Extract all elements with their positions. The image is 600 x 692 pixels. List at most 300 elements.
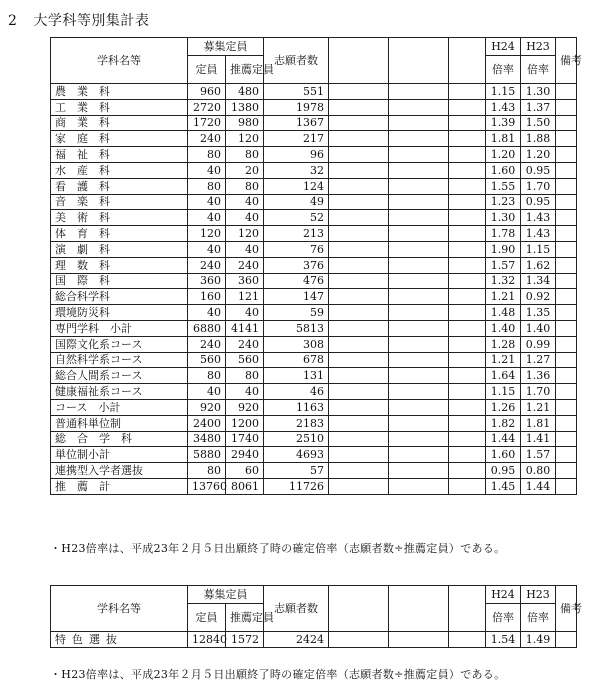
row-recommend-quota: 980 — [226, 115, 264, 131]
row-name: 健康福祉系コース — [51, 384, 188, 400]
row-quota: 40 — [188, 384, 226, 400]
row-h24-ratio: 1.90 — [486, 241, 521, 257]
row-recommend-quota: 4141 — [226, 320, 264, 336]
header-quota-group: 募集定員 — [188, 38, 264, 56]
header2-department-name: 学科名等 — [51, 586, 188, 632]
header2-blank-2 — [389, 586, 449, 632]
page-title — [8, 10, 149, 30]
row-quota: 80 — [188, 463, 226, 479]
header2-recommend-quota: 推薦定員 — [226, 604, 264, 632]
row-blank-2 — [389, 289, 449, 305]
header-blank-3 — [449, 38, 486, 84]
table-row — [51, 478, 577, 494]
row-h24-ratio: 1.54 — [486, 632, 521, 648]
row-name: 総 合 学 科 — [51, 431, 188, 447]
row-remarks — [556, 431, 577, 447]
row-blank-1 — [329, 115, 389, 131]
row-recommend-quota: 1380 — [226, 99, 264, 115]
table-row — [51, 194, 577, 210]
row-applicants: 11726 — [264, 478, 329, 494]
row-remarks — [556, 99, 577, 115]
row-name: 水 産 科 — [51, 162, 188, 178]
row-h24-ratio: 1.20 — [486, 147, 521, 163]
row-applicants: 57 — [264, 463, 329, 479]
row-quota: 2720 — [188, 99, 226, 115]
row-h23-ratio: 1.62 — [521, 257, 556, 273]
row-h23-ratio: 1.70 — [521, 384, 556, 400]
row-recommend-quota: 1572 — [226, 632, 264, 648]
row-h23-ratio: 1.50 — [521, 115, 556, 131]
table-row — [51, 447, 577, 463]
row-blank-2 — [389, 178, 449, 194]
row-h23-ratio: 0.99 — [521, 336, 556, 352]
row-quota: 1720 — [188, 115, 226, 131]
row-recommend-quota: 240 — [226, 257, 264, 273]
row-blank-3 — [449, 399, 486, 415]
row-quota: 40 — [188, 210, 226, 226]
row-blank-1 — [329, 178, 389, 194]
row-blank-2 — [389, 257, 449, 273]
section-title: 大学科等別集計表 — [33, 13, 150, 29]
row-applicants: 1163 — [264, 399, 329, 415]
row-applicants: 213 — [264, 226, 329, 242]
row-h24-ratio: 1.30 — [486, 210, 521, 226]
header-quota: 定員 — [188, 56, 226, 84]
row-quota: 240 — [188, 336, 226, 352]
row-recommend-quota: 120 — [226, 226, 264, 242]
row-blank-1 — [329, 399, 389, 415]
row-quota: 40 — [188, 162, 226, 178]
row-blank-3 — [449, 194, 486, 210]
row-remarks — [556, 415, 577, 431]
header2-h24-ratio: 倍率 — [486, 604, 521, 632]
row-h24-ratio: 1.57 — [486, 257, 521, 273]
row-remarks — [556, 273, 577, 289]
row-recommend-quota: 560 — [226, 352, 264, 368]
row-blank-1 — [329, 131, 389, 147]
row-h24-ratio: 1.26 — [486, 399, 521, 415]
header-blank-1 — [329, 38, 389, 84]
row-quota: 80 — [188, 147, 226, 163]
footnote-1: ・H23倍率は、平成23年２月５日出願終了時の確定倍率（志願者数÷推薦定員）である。 — [50, 542, 506, 555]
row-remarks — [556, 241, 577, 257]
row-blank-3 — [449, 178, 486, 194]
row-h24-ratio: 1.64 — [486, 368, 521, 384]
row-name: 商 業 科 — [51, 115, 188, 131]
table-row — [51, 178, 577, 194]
row-remarks — [556, 210, 577, 226]
row-applicants: 1367 — [264, 115, 329, 131]
row-blank-1 — [329, 463, 389, 479]
row-applicants: 2183 — [264, 415, 329, 431]
row-h23-ratio: 1.44 — [521, 478, 556, 494]
row-recommend-quota: 920 — [226, 399, 264, 415]
table-row — [51, 320, 577, 336]
table-row — [51, 84, 577, 100]
row-blank-2 — [389, 194, 449, 210]
row-name: 単位制小計 — [51, 447, 188, 463]
row-remarks — [556, 384, 577, 400]
row-blank-2 — [389, 162, 449, 178]
row-blank-1 — [329, 241, 389, 257]
row-quota: 560 — [188, 352, 226, 368]
row-name: 美 術 科 — [51, 210, 188, 226]
row-applicants: 32 — [264, 162, 329, 178]
row-quota: 80 — [188, 368, 226, 384]
table-row — [51, 226, 577, 242]
row-h24-ratio: 1.21 — [486, 289, 521, 305]
row-quota: 40 — [188, 305, 226, 321]
row-blank-2 — [389, 632, 449, 648]
header-h24: H24 — [486, 38, 521, 56]
row-recommend-quota: 40 — [226, 210, 264, 226]
row-blank-1 — [329, 352, 389, 368]
row-name: 演 劇 科 — [51, 241, 188, 257]
row-remarks — [556, 257, 577, 273]
row-h24-ratio: 1.40 — [486, 320, 521, 336]
table-row — [51, 305, 577, 321]
row-h24-ratio: 0.95 — [486, 463, 521, 479]
row-blank-3 — [449, 257, 486, 273]
row-blank-1 — [329, 320, 389, 336]
row-name: 自然科学系コース — [51, 352, 188, 368]
table-row — [51, 632, 577, 648]
row-blank-3 — [449, 431, 486, 447]
row-blank-2 — [389, 447, 449, 463]
row-applicants: 4693 — [264, 447, 329, 463]
row-h24-ratio: 1.55 — [486, 178, 521, 194]
row-blank-2 — [389, 147, 449, 163]
row-h23-ratio: 1.81 — [521, 415, 556, 431]
row-blank-2 — [389, 463, 449, 479]
row-h23-ratio: 1.37 — [521, 99, 556, 115]
row-blank-1 — [329, 632, 389, 648]
row-quota: 6880 — [188, 320, 226, 336]
table-row — [51, 273, 577, 289]
row-blank-2 — [389, 431, 449, 447]
row-blank-3 — [449, 463, 486, 479]
table-row — [51, 162, 577, 178]
row-name: 連携型入学者選抜 — [51, 463, 188, 479]
table-row — [51, 415, 577, 431]
row-recommend-quota: 1740 — [226, 431, 264, 447]
row-blank-2 — [389, 368, 449, 384]
row-quota: 12840 — [188, 632, 226, 648]
row-h23-ratio: 1.43 — [521, 226, 556, 242]
row-name: 特色選抜 — [51, 632, 188, 648]
row-applicants: 76 — [264, 241, 329, 257]
header-remarks: 備考 — [556, 38, 577, 84]
row-blank-3 — [449, 131, 486, 147]
row-blank-1 — [329, 194, 389, 210]
row-blank-1 — [329, 289, 389, 305]
header-blank-2 — [389, 38, 449, 84]
row-blank-1 — [329, 84, 389, 100]
row-blank-1 — [329, 305, 389, 321]
row-h23-ratio: 1.88 — [521, 131, 556, 147]
row-blank-1 — [329, 431, 389, 447]
header-applicants: 志願者数 — [264, 38, 329, 84]
row-blank-3 — [449, 478, 486, 494]
header2-blank-1 — [329, 586, 389, 632]
row-blank-3 — [449, 273, 486, 289]
row-blank-3 — [449, 147, 486, 163]
row-h23-ratio: 0.95 — [521, 162, 556, 178]
table-row — [51, 210, 577, 226]
row-h24-ratio: 1.45 — [486, 478, 521, 494]
row-h23-ratio: 1.43 — [521, 210, 556, 226]
row-h24-ratio: 1.15 — [486, 384, 521, 400]
row-h24-ratio: 1.60 — [486, 447, 521, 463]
row-blank-3 — [449, 84, 486, 100]
row-blank-3 — [449, 320, 486, 336]
row-h23-ratio: 1.27 — [521, 352, 556, 368]
row-blank-2 — [389, 399, 449, 415]
row-recommend-quota: 40 — [226, 305, 264, 321]
row-recommend-quota: 40 — [226, 241, 264, 257]
section-number: 2 — [8, 13, 18, 29]
row-recommend-quota: 20 — [226, 162, 264, 178]
row-h23-ratio: 1.21 — [521, 399, 556, 415]
row-remarks — [556, 194, 577, 210]
header2-remarks: 備考 — [556, 586, 577, 632]
row-blank-2 — [389, 336, 449, 352]
row-blank-2 — [389, 478, 449, 494]
table-row — [51, 257, 577, 273]
row-applicants: 217 — [264, 131, 329, 147]
row-h24-ratio: 1.48 — [486, 305, 521, 321]
row-applicants: 476 — [264, 273, 329, 289]
row-applicants: 308 — [264, 336, 329, 352]
row-blank-2 — [389, 415, 449, 431]
row-blank-2 — [389, 352, 449, 368]
row-name: 専門学科 小計 — [51, 320, 188, 336]
row-recommend-quota: 121 — [226, 289, 264, 305]
row-blank-1 — [329, 415, 389, 431]
row-blank-1 — [329, 226, 389, 242]
row-h24-ratio: 1.15 — [486, 84, 521, 100]
row-h23-ratio: 1.34 — [521, 273, 556, 289]
table-row — [51, 99, 577, 115]
row-quota: 920 — [188, 399, 226, 415]
row-recommend-quota: 1200 — [226, 415, 264, 431]
row-h24-ratio: 1.43 — [486, 99, 521, 115]
row-applicants: 5813 — [264, 320, 329, 336]
row-blank-2 — [389, 84, 449, 100]
row-quota: 160 — [188, 289, 226, 305]
row-blank-1 — [329, 273, 389, 289]
row-name: 国際文化系コース — [51, 336, 188, 352]
row-remarks — [556, 162, 577, 178]
row-remarks — [556, 368, 577, 384]
row-h24-ratio: 1.44 — [486, 431, 521, 447]
row-name: 総合人間系コース — [51, 368, 188, 384]
table-row — [51, 431, 577, 447]
row-h24-ratio: 1.60 — [486, 162, 521, 178]
row-remarks — [556, 399, 577, 415]
row-blank-3 — [449, 305, 486, 321]
row-h23-ratio: 1.15 — [521, 241, 556, 257]
row-h24-ratio: 1.23 — [486, 194, 521, 210]
row-remarks — [556, 289, 577, 305]
row-applicants: 2510 — [264, 431, 329, 447]
row-applicants: 2424 — [264, 632, 329, 648]
row-blank-1 — [329, 384, 389, 400]
row-blank-3 — [449, 632, 486, 648]
row-remarks — [556, 131, 577, 147]
header-recommend-quota: 推薦定員 — [226, 56, 264, 84]
row-h24-ratio: 1.78 — [486, 226, 521, 242]
row-name: 音 楽 科 — [51, 194, 188, 210]
row-remarks — [556, 305, 577, 321]
row-name: 普通科単位制 — [51, 415, 188, 431]
row-name: コース 小計 — [51, 399, 188, 415]
row-h23-ratio: 0.95 — [521, 194, 556, 210]
row-blank-2 — [389, 320, 449, 336]
row-applicants: 124 — [264, 178, 329, 194]
row-blank-3 — [449, 241, 486, 257]
header2-h23-ratio: 倍率 — [521, 604, 556, 632]
row-recommend-quota: 480 — [226, 84, 264, 100]
row-h23-ratio: 0.80 — [521, 463, 556, 479]
row-h24-ratio: 1.39 — [486, 115, 521, 131]
row-name: 看 護 科 — [51, 178, 188, 194]
table-row — [51, 131, 577, 147]
header-h23-ratio: 倍率 — [521, 56, 556, 84]
row-blank-1 — [329, 368, 389, 384]
row-blank-2 — [389, 305, 449, 321]
row-blank-1 — [329, 257, 389, 273]
row-quota: 120 — [188, 226, 226, 242]
row-blank-1 — [329, 162, 389, 178]
row-applicants: 131 — [264, 368, 329, 384]
row-blank-1 — [329, 147, 389, 163]
row-quota: 960 — [188, 84, 226, 100]
table-row — [51, 289, 577, 305]
table-row — [51, 115, 577, 131]
row-name: 体 育 科 — [51, 226, 188, 242]
row-h23-ratio: 1.57 — [521, 447, 556, 463]
row-blank-2 — [389, 99, 449, 115]
row-recommend-quota: 8061 — [226, 478, 264, 494]
header2-h23: H23 — [521, 586, 556, 604]
row-name: 農 業 科 — [51, 84, 188, 100]
row-quota: 240 — [188, 257, 226, 273]
row-recommend-quota: 360 — [226, 273, 264, 289]
department-rows — [51, 84, 577, 495]
row-quota: 3480 — [188, 431, 226, 447]
row-remarks — [556, 115, 577, 131]
row-blank-3 — [449, 289, 486, 305]
row-quota: 360 — [188, 273, 226, 289]
row-recommend-quota: 80 — [226, 178, 264, 194]
row-blank-3 — [449, 115, 486, 131]
row-blank-2 — [389, 384, 449, 400]
row-quota: 5880 — [188, 447, 226, 463]
row-blank-3 — [449, 226, 486, 242]
row-h23-ratio: 1.20 — [521, 147, 556, 163]
header-h23: H23 — [521, 38, 556, 56]
row-remarks — [556, 463, 577, 479]
row-name: 推 薦 計 — [51, 478, 188, 494]
row-name: 工 業 科 — [51, 99, 188, 115]
table-row — [51, 147, 577, 163]
row-h24-ratio: 1.82 — [486, 415, 521, 431]
table-row — [51, 368, 577, 384]
row-remarks — [556, 352, 577, 368]
header2-quota: 定員 — [188, 604, 226, 632]
row-quota: 40 — [188, 194, 226, 210]
footnote-2: ・H23倍率は、平成23年２月５日出願終了時の確定倍率（志願者数÷推薦定員）である。 — [50, 668, 506, 681]
row-blank-3 — [449, 447, 486, 463]
row-applicants: 551 — [264, 84, 329, 100]
row-remarks — [556, 336, 577, 352]
row-h23-ratio: 1.36 — [521, 368, 556, 384]
row-name: 家 庭 科 — [51, 131, 188, 147]
table-row — [51, 241, 577, 257]
row-name: 環境防災科 — [51, 305, 188, 321]
row-h23-ratio: 1.41 — [521, 431, 556, 447]
row-recommend-quota: 80 — [226, 147, 264, 163]
row-blank-3 — [449, 99, 486, 115]
row-recommend-quota: 80 — [226, 368, 264, 384]
row-remarks — [556, 226, 577, 242]
row-quota: 13760 — [188, 478, 226, 494]
row-h23-ratio: 1.49 — [521, 632, 556, 648]
table-row — [51, 384, 577, 400]
row-remarks — [556, 84, 577, 100]
row-name: 国 際 科 — [51, 273, 188, 289]
row-blank-1 — [329, 210, 389, 226]
row-applicants: 376 — [264, 257, 329, 273]
row-quota: 80 — [188, 178, 226, 194]
header2-quota-group: 募集定員 — [188, 586, 264, 604]
row-remarks — [556, 478, 577, 494]
row-recommend-quota: 120 — [226, 131, 264, 147]
row-remarks — [556, 632, 577, 648]
row-remarks — [556, 447, 577, 463]
row-recommend-quota: 2940 — [226, 447, 264, 463]
row-blank-1 — [329, 99, 389, 115]
special-selection-table — [50, 585, 582, 648]
row-blank-3 — [449, 384, 486, 400]
row-recommend-quota: 40 — [226, 384, 264, 400]
row-recommend-quota: 60 — [226, 463, 264, 479]
row-recommend-quota: 240 — [226, 336, 264, 352]
row-blank-2 — [389, 241, 449, 257]
table-row — [51, 336, 577, 352]
row-h23-ratio: 1.40 — [521, 320, 556, 336]
row-recommend-quota: 40 — [226, 194, 264, 210]
table-row — [51, 399, 577, 415]
row-blank-1 — [329, 336, 389, 352]
row-blank-2 — [389, 115, 449, 131]
row-applicants: 59 — [264, 305, 329, 321]
row-applicants: 1978 — [264, 99, 329, 115]
row-name: 総合科学科 — [51, 289, 188, 305]
row-remarks — [556, 320, 577, 336]
row-applicants: 678 — [264, 352, 329, 368]
header2-h24: H24 — [486, 586, 521, 604]
row-h24-ratio: 1.81 — [486, 131, 521, 147]
row-quota: 40 — [188, 241, 226, 257]
row-blank-2 — [389, 131, 449, 147]
row-blank-2 — [389, 210, 449, 226]
row-remarks — [556, 178, 577, 194]
header-h24-ratio: 倍率 — [486, 56, 521, 84]
row-applicants: 147 — [264, 289, 329, 305]
row-h24-ratio: 1.28 — [486, 336, 521, 352]
